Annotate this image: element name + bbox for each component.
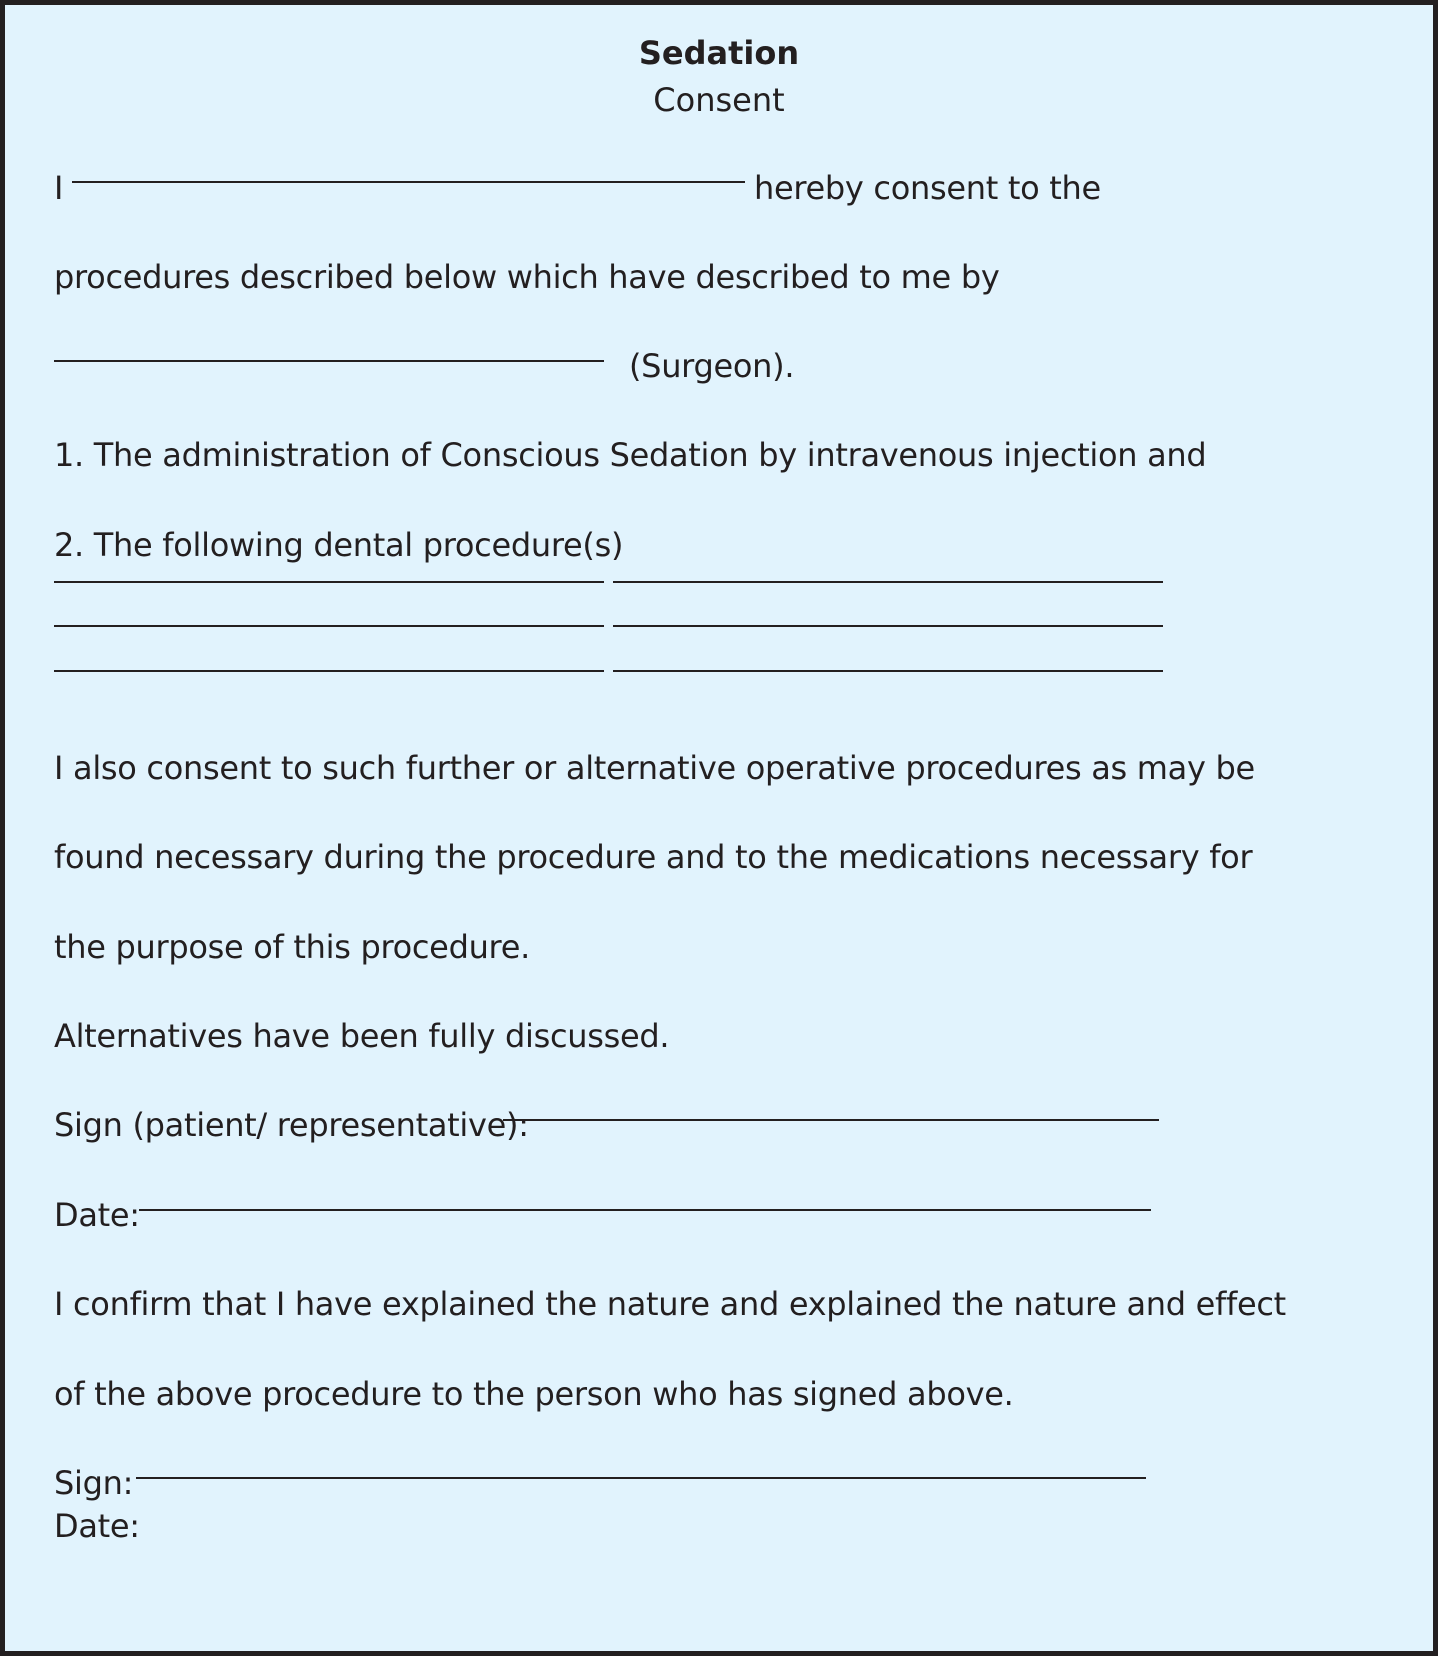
confirm-line-2: of the above procedure to the person who has signed above. bbox=[54, 1375, 1014, 1413]
item-2-text: 2. The following dental procedure(s) bbox=[54, 526, 624, 564]
surgeon-name-field[interactable] bbox=[54, 360, 604, 362]
consent-suffix: hereby consent to the bbox=[754, 169, 1101, 207]
further-consent-line-1: I also consent to such further or alternative operative procedures as may be bbox=[54, 749, 1255, 787]
clinician-sign-label: Sign: bbox=[54, 1464, 134, 1502]
item-1-text: 1. The administration of Conscious Sedation by intravenous injection and bbox=[54, 436, 1207, 474]
clinician-signature-field[interactable] bbox=[136, 1477, 1146, 1479]
patient-date-label: Date: bbox=[54, 1196, 140, 1234]
procedure-line-2b[interactable] bbox=[613, 625, 1163, 627]
patient-date-field[interactable] bbox=[139, 1209, 1151, 1211]
procedure-line-2a[interactable] bbox=[54, 625, 604, 627]
form-subtitle: Consent bbox=[653, 81, 785, 119]
consent-prefix: I bbox=[54, 169, 64, 207]
alternatives-text: Alternatives have been fully discussed. bbox=[54, 1017, 670, 1055]
further-consent-line-3: the purpose of this procedure. bbox=[54, 928, 530, 966]
further-consent-line-2: found necessary during the procedure and to the medications necessary for bbox=[54, 838, 1253, 876]
clinician-date-label: Date: bbox=[54, 1507, 140, 1545]
form-title: Sedation bbox=[638, 34, 800, 72]
procedure-line-1b[interactable] bbox=[613, 581, 1163, 583]
patient-name-field[interactable] bbox=[72, 181, 745, 183]
procedure-line-1a[interactable] bbox=[54, 581, 604, 583]
confirm-line-1: I confirm that I have explained the nature and explained the nature and effect bbox=[54, 1285, 1286, 1323]
procedure-line-3b[interactable] bbox=[613, 670, 1163, 672]
procedure-line-3a[interactable] bbox=[54, 670, 604, 672]
patient-signature-field[interactable] bbox=[503, 1119, 1159, 1121]
patient-sign-label: Sign (patient/ representative): bbox=[54, 1106, 529, 1144]
surgeon-label: (Surgeon). bbox=[629, 347, 795, 385]
procedures-described-text: procedures described below which have described to me by bbox=[54, 258, 1000, 296]
